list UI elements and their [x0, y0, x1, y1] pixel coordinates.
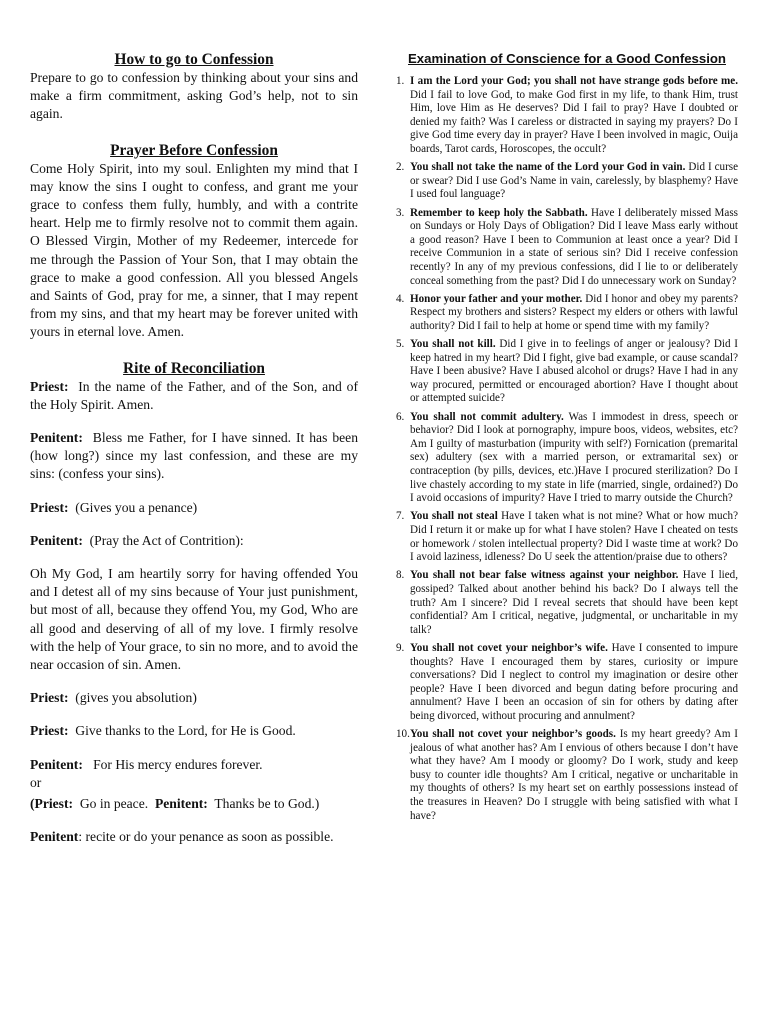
commandment-title: You shall not covet your neighbor’s goods. — [410, 728, 616, 741]
priest-label: Priest: — [30, 499, 69, 515]
commandment-text: Have I lied, gossiped? Talked about another behind his back? Do I always tell the truth? Am I sincere? Did I reveal secrets that should have been kept confidential? Am I critical, negative, judgmental, or uncharitable in my talk? — [410, 569, 738, 636]
commandment-title: You shall not covet your neighbor’s wife. — [410, 641, 608, 654]
penitent-text: Thanks be to God.) — [214, 796, 320, 812]
penitent-label: Penitent: — [30, 430, 83, 446]
commandment-text: Have I consented to impure thoughts? Have I encouraged them by stares, curiosity or impure conversations? Did I neglect to control my imagination or desire other people? Have I been divorced and begun dating before procuring and annulment? Have I been an occasion of sin for others by dating after being divorced, without procuring and annulment? — [410, 641, 738, 722]
priest-text: In the name of the Father, and of the Son, and of the Holy Spirit. Amen. — [30, 378, 359, 412]
commandment-title: You shall not bear false witness against your neighbor. — [410, 569, 679, 582]
commandment-title: I am the Lord your God; you shall not have strange gods before me. — [410, 75, 738, 87]
heading-examination-of-conscience: Examination of Conscience for a Good Confession — [407, 51, 726, 66]
commandment-text: Did I give in to feelings of anger or jealousy? Did I keep hatred in my heart? Did I fight, give bad example, or cause scandal? Have I been abusive? Have I abused alcohol or drugs? Have I had in any way procured, permitted or encouraged abortion? Have I thought about or attempted suicide? — [410, 338, 738, 405]
right-column — [396, 50, 738, 828]
commandment-number: 5. — [396, 338, 405, 351]
commandment-text: Is my heart greedy? Am I jealous of what another has? Am I envious of others because I don’t have what they have? Am I moody or gloomy? Do I work, study and keep busy to counter idle thoughts? Am I critical, negative or uncharitable in my thoughts of others? Is my heart set on earthly possessions instead of the treasures in Heaven? Do I struggle with being satisfied with what I have? — [410, 728, 738, 822]
heading-how-to-confess: How to go to Confession — [114, 51, 274, 68]
rite-final-line — [30, 828, 358, 846]
rite-priest-line-4 — [30, 722, 358, 740]
commandment-text: Was I immodest in dress, speech or behavior? Did I look at pornography, impure boos, videos, websites, etc? Am I guilty of masturbation (impurity with self?) Fornication (premarital sex) adultery (sex with a married person, or extramarital sex) or contraception (by pills, devices, etc.)Have I procured sterilization? Do I live chastely according to my state in life (married, single, ordained?) Do I avoid occasions of impurity? Have I tried to marry outside the Church? — [410, 410, 738, 505]
commandment-title: Honor your father and your mother. — [410, 292, 583, 305]
commandment-text: Have I deliberately missed Mass on Sundays or Holy Days of Obligation? Did I leave Mass early without a good reason? Have I been to Communion at least once a year? Did I receive Communion in a state of serious sin? Did I receive confession recently? In any of my previous confessions, did I lie to or deliberately conceal something from the past? Did I do unnecessary work on Sunday? — [410, 206, 738, 287]
priest-text: Give thanks to the Lord, for He is Good. — [75, 723, 296, 739]
priest-label: Priest: — [30, 690, 69, 706]
left-column — [30, 50, 358, 847]
commandment-number: 10. — [396, 728, 410, 741]
penitent-label: Penitent: — [30, 532, 83, 548]
commandment-title: You shall not steal — [410, 510, 498, 523]
rite-priest-line-3 — [30, 689, 358, 707]
commandment-item — [396, 728, 738, 823]
commandment-item — [396, 411, 738, 506]
heading-rite-of-reconciliation: Rite of Reconciliation — [123, 359, 265, 377]
commandment-number: 9. — [396, 641, 405, 654]
rite-priest-line-2 — [30, 499, 358, 517]
or-text: or — [30, 774, 42, 790]
commandment-text: Did I honor and obey my parents? Respect my brothers and sisters? Respect my elders or others with lawful authority? Did I fail to help at home or spend time with my family? — [410, 292, 738, 332]
open-paren: ( — [30, 796, 35, 812]
priest-label: Priest: — [30, 378, 69, 394]
penitent-text: For His mercy endures forever. — [93, 756, 263, 772]
priest-text: (Gives you a penance) — [75, 499, 198, 515]
penitent-label: Penitent: — [30, 756, 83, 772]
commandment-title: You shall not take the name of the Lord your God in vain. — [410, 161, 686, 174]
commandment-item — [396, 161, 738, 202]
heading-prayer-before-confession: Prayer Before Confession — [110, 141, 278, 159]
rite-penitent-line-2 — [30, 532, 358, 550]
act-of-contrition: Oh My God, I am heartily sorry for having offended You and I detest all of my sins because of Your just punishment, but most of all, because they offend You, my God, Who are all good and deserving of all of my love. I firmly resolve with the help of Your grace, to sin no more, and to avoid the near occasion of sin. Amen. — [30, 566, 358, 673]
commandment-title: You shall not kill. — [410, 338, 496, 351]
priest-label: Priest: — [34, 796, 74, 812]
commandment-text: Did I fail to love God, to make God first in my life, to thank Him, trust Him, love Him as He deserves? Did I fail to pray? Have I doubted or denied my faith? Was I careless or distracted in saying my prayers? Do I give God time every day in prayer? Have I been involved in magic, Ouija boards, Tarot cards, Horoscopes, the occult? — [410, 88, 738, 155]
penitent-label: Penitent — [30, 829, 79, 845]
commandment-text: Did I curse or swear? Did I use God’s Name in vain, carelessly, by blasphemy? Have I used foul language? — [410, 161, 739, 201]
priest-text: Go in peace. — [79, 796, 149, 812]
rite-priest-line-1 — [30, 378, 358, 414]
priest-label: Priest: — [30, 723, 69, 739]
commandment-item — [396, 293, 738, 334]
rite-penitent-line-3 — [30, 756, 358, 774]
commandment-item — [396, 642, 738, 724]
commandment-text: Have I taken what is not mine? What or how much? Did I return it or make up for what I have stolen? Have I cheated on tests or homework / stolen intellectual property? Did I waste time at work? Do I avoid laziness, idleness? Do U seek the attention/praise due to others? — [410, 510, 738, 564]
commandment-item — [396, 510, 738, 564]
final-instruction: : recite or do your penance as soon as possible. — [78, 829, 334, 845]
prepare-paragraph: Prepare to go to confession by thinking about your sins and make a firm commitment, asking God’s help, not to sin again. — [30, 70, 358, 122]
commandment-title: You shall not commit adultery. — [410, 410, 564, 423]
commandment-number: 7. — [396, 510, 405, 523]
penitent-text: Bless me Father, for I have sinned. It has been (how long?) since my last confession, and these are my sins: (confess your sins). — [30, 430, 358, 482]
commandment-number: 4. — [396, 292, 405, 305]
rite-alternative-line — [30, 795, 358, 813]
penitent-text: (Pray the Act of Contrition): — [89, 532, 244, 548]
penitent-label: Penitent: — [154, 796, 208, 812]
commandment-item — [396, 207, 738, 289]
priest-text: (gives you absolution) — [75, 690, 197, 706]
commandment-number: 1. — [396, 75, 405, 87]
commandment-item — [396, 338, 738, 406]
prayer-paragraph: Come Holy Spirit, into my soul. Enlighten my mind that I may know the sins I ought to confess, and grant me your grace to confess them fully, humbly, and with a contrite heart. Help me to firmly resolve not to commit them again. O Blessed Virgin, Mother of my Redeemer, intercede for me through the Passion of Your Son, that I may obtain the grace to make a good confession. All you blessed Angels and Saints of God, pray for me, a sinner, that I may repent from my sins, and that my heart may be forever united with yours in eternal love. Amen. — [30, 160, 358, 340]
rite-penitent-line-1 — [30, 429, 358, 484]
commandment-number: 6. — [396, 410, 405, 423]
commandment-number: 2. — [396, 161, 405, 174]
commandment-item — [396, 569, 738, 637]
commandment-number: 3. — [396, 206, 405, 219]
commandment-title: Remember to keep holy the Sabbath. — [410, 206, 588, 219]
commandment-list — [396, 75, 738, 823]
commandment-number: 8. — [396, 569, 405, 582]
commandment-item — [396, 75, 738, 157]
